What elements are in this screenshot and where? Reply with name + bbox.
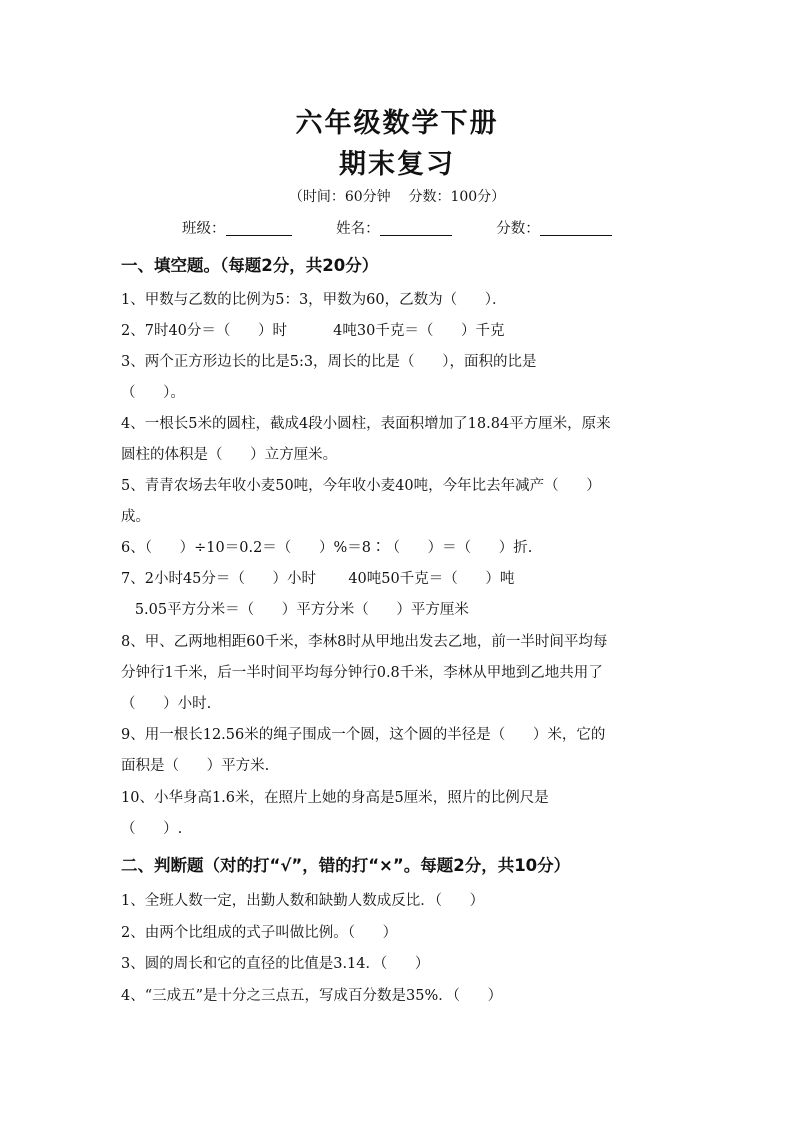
class-field[interactable] — [182, 217, 292, 238]
score-label: 分数： — [496, 221, 540, 237]
question-line: 4、“三成五”是十分之三点五，写成百分数是35%．（ ） — [121, 988, 503, 1004]
exam-subtitle: 期末复习 — [339, 149, 455, 180]
question-line: 5、青青农场去年收小麦50吨，今年收小麦40吨，今年比去年减产（ ） — [121, 478, 601, 494]
question-line: 6、（ ）÷10＝0.2＝（ ）%＝8∶（ ）＝（ ）折. — [121, 540, 533, 556]
score-blank[interactable] — [540, 220, 612, 236]
question-line: 2、7时40分＝（ ）时 4吨30千克＝（ ）千克 — [121, 323, 505, 339]
name-field[interactable] — [336, 217, 452, 238]
question-line: 面积是（ ）平方米. — [121, 758, 270, 774]
question-line: 成。 — [121, 509, 150, 525]
question-line: 分钟行1千米，后一半时间平均每分钟行0.8千米，李林从甲地到乙地共用了 — [121, 665, 603, 681]
question-line: 1、全班人数一定，出勤人数和缺勤人数成反比．（ ） — [121, 893, 485, 909]
student-info-fields — [182, 217, 702, 238]
question-line: 3、圆的周长和它的直径的比值是3.14．（ ） — [121, 956, 430, 972]
name-blank[interactable] — [380, 220, 452, 236]
exam-meta: （时间：60分钟 分数：100分） — [288, 189, 506, 205]
score-field[interactable] — [496, 217, 612, 238]
question-line: 圆柱的体积是（ ）立方厘米。 — [121, 447, 338, 463]
question-line: 5.05平方分米＝（ ）平方分米（ ）平方厘米 — [121, 602, 469, 618]
question-line: 4、一根长5米的圆柱，截成4段小圆柱，表面积增加了18.84平方厘米，原来 — [121, 416, 611, 432]
question-line: 1、甲数与乙数的比例为5：3，甲数为60，乙数为（ ）． — [121, 292, 507, 308]
exam-title: 六年级数学下册 — [295, 108, 499, 139]
question-line: （ ）。 — [121, 385, 185, 401]
question-line: 2、由两个比组成的式子叫做比例。（ ） — [121, 925, 398, 941]
class-blank[interactable] — [226, 220, 292, 236]
question-line: （ ）小时. — [121, 696, 212, 712]
question-line: 9、用一根长12.56米的绳子围成一个圆，这个圆的半径是（ ）米，它的 — [121, 727, 606, 743]
question-line: 3、两个正方形边长的比是5:3，周长的比是（ ），面积的比是 — [121, 354, 537, 370]
question-line: 8、甲、乙两地相距60千米，李林8时从甲地出发去乙地，前一半时间平均每 — [121, 634, 608, 650]
class-label: 班级： — [182, 221, 226, 237]
question-line: （ ）. — [121, 821, 183, 837]
name-label: 姓名： — [336, 221, 380, 237]
question-line: 10、小华身高1.6米，在照片上她的身高是5厘米，照片的比例尺是 — [121, 790, 549, 806]
question-line: 7、2小时45分＝（ ）小时 40吨50千克＝（ ）吨 — [121, 571, 515, 587]
section-heading-true-false: 二、判断题（对的打“√”，错的打“×”。每题2分，共10分） — [121, 856, 571, 875]
section-heading-fill-blank: 一、填空题。（每题2分，共20分） — [121, 256, 379, 275]
